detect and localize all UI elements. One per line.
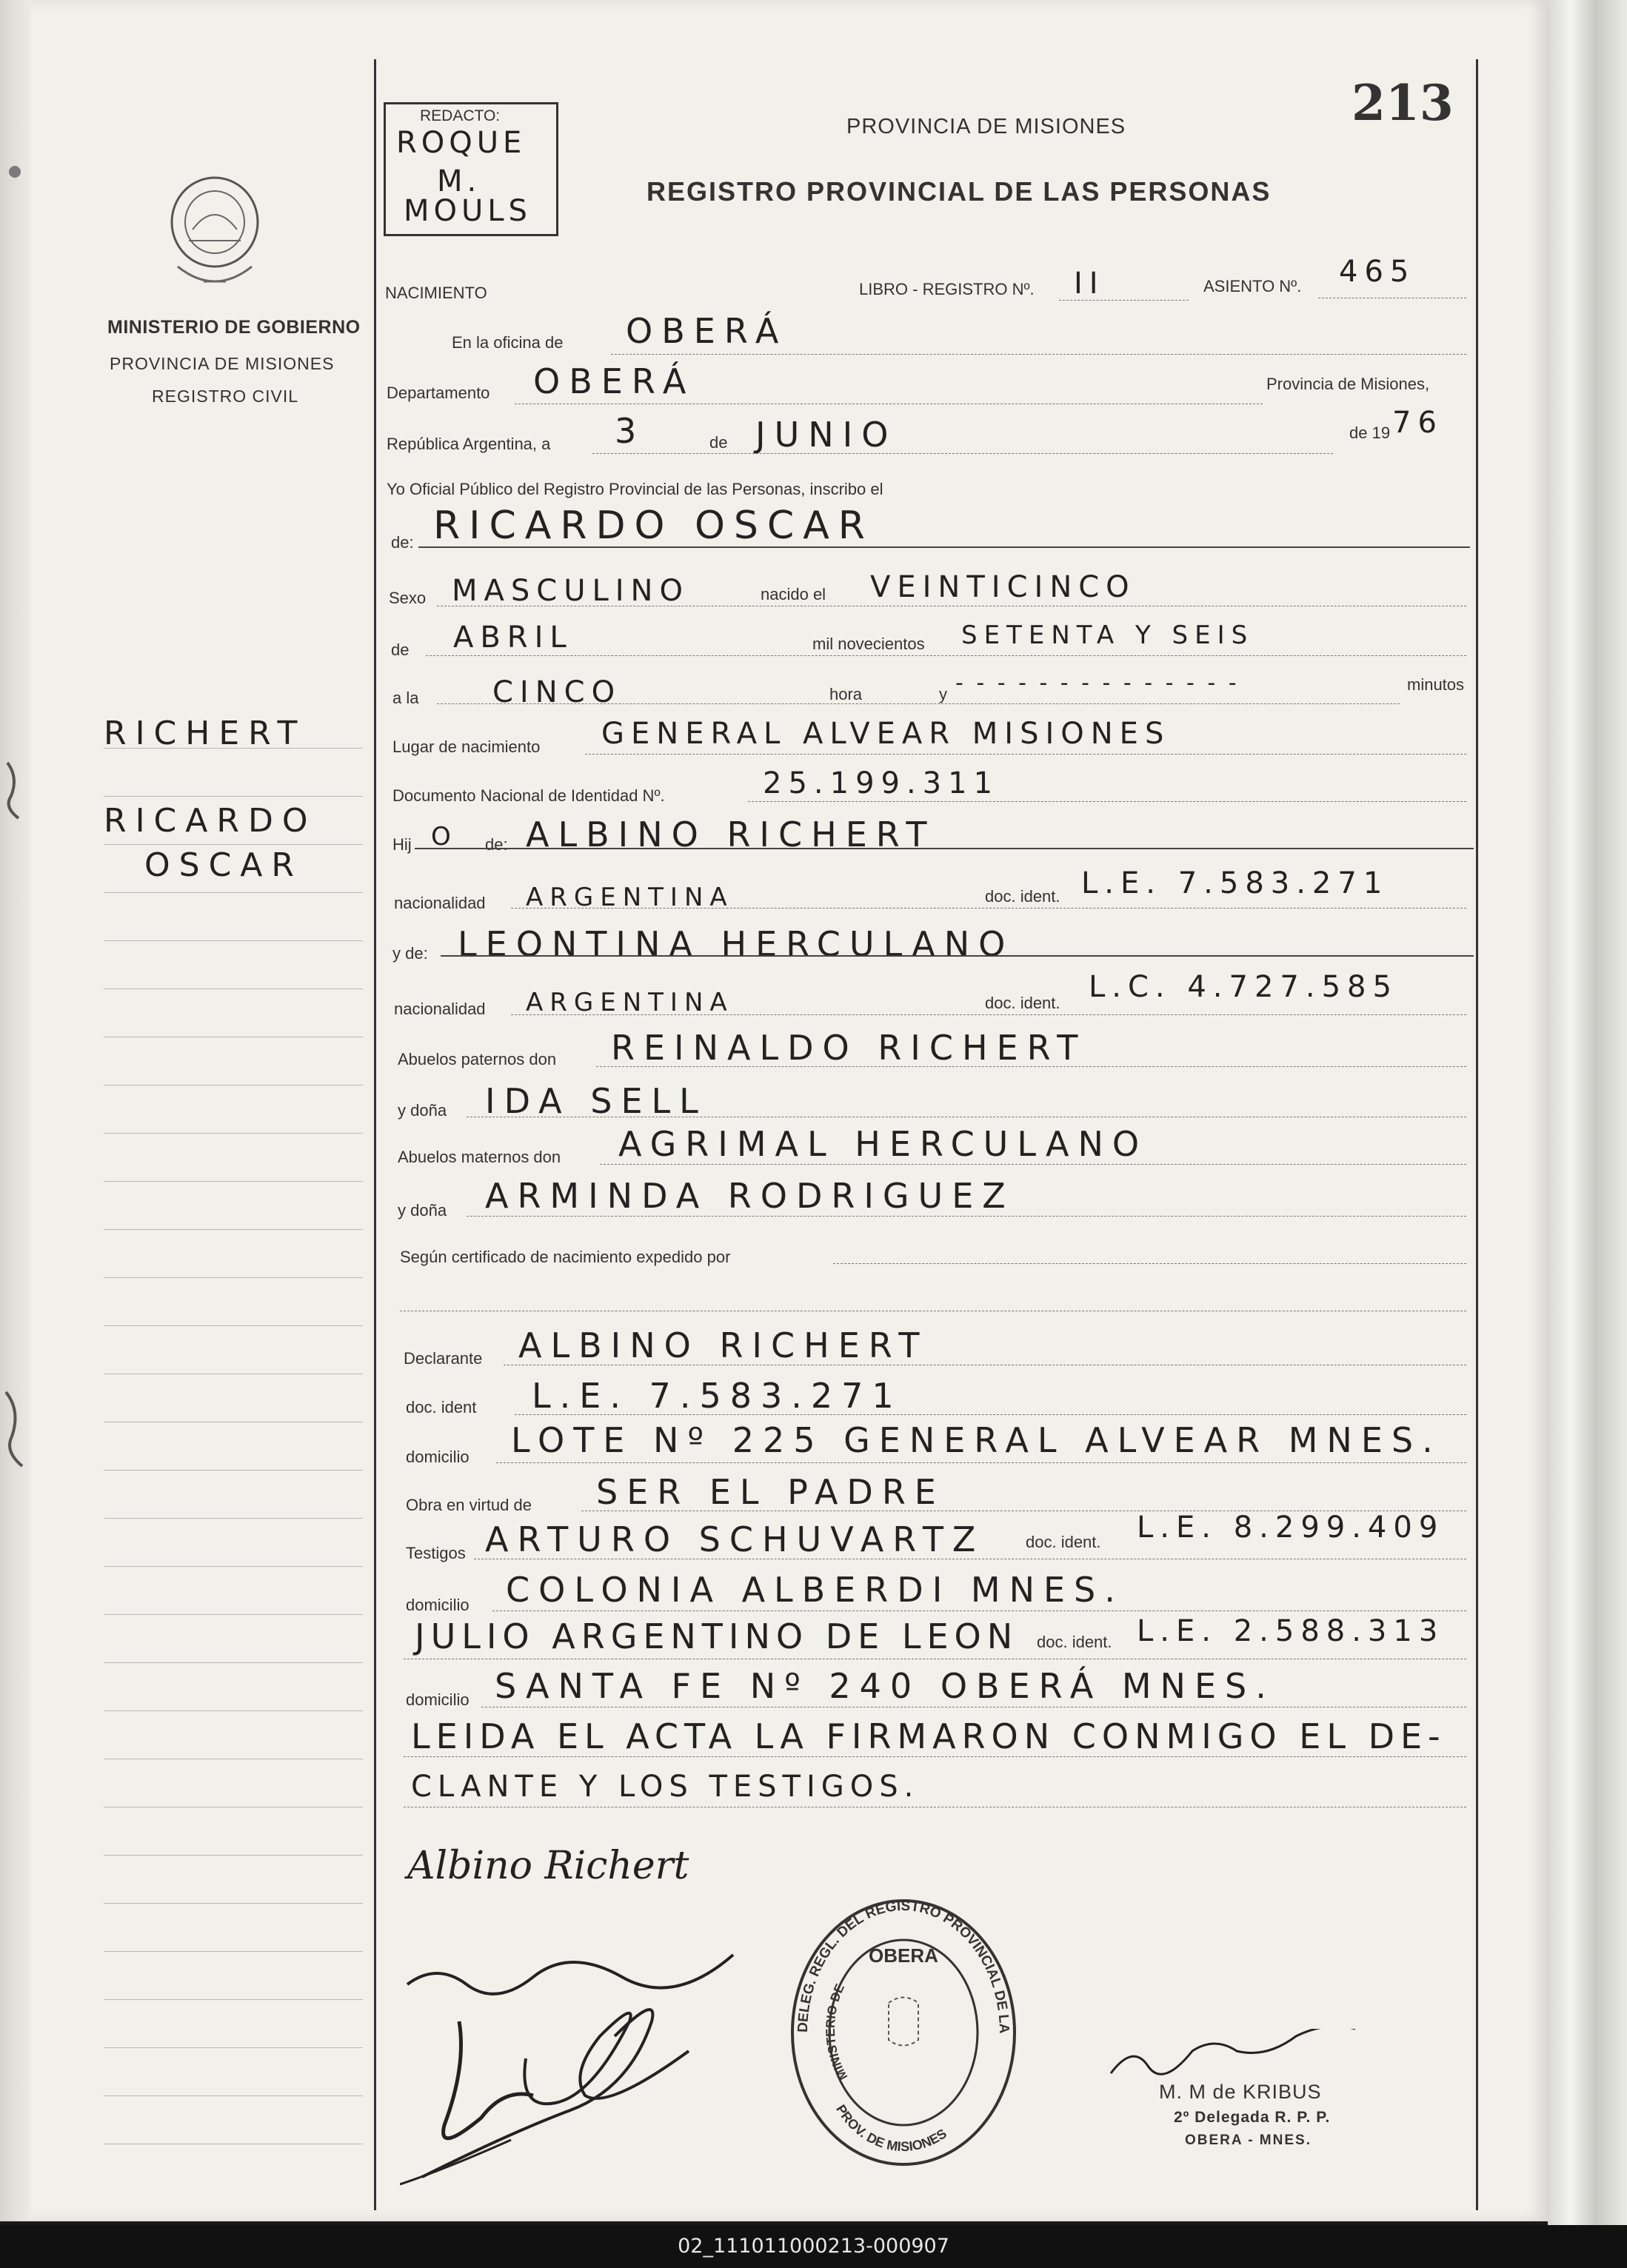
inscribo-label: Yo Oficial Público del Registro Provincial de las Personas, inscribo el (387, 480, 883, 498)
testigo2-dom-label: domicilio (406, 1690, 470, 1709)
de2-label: de (391, 640, 410, 659)
left-ruled-line (104, 1855, 363, 1856)
left-ruled-line (104, 1133, 363, 1134)
declarante-dom-label: domicilio (406, 1448, 470, 1466)
day-value: 3 (615, 411, 646, 451)
left-ruled-line (104, 1470, 363, 1471)
closing-note-line2: CLANTE Y LOS TESTIGOS. (411, 1770, 920, 1804)
abuela-mat-value: ARMINDA RODRIGUEZ (485, 1176, 1015, 1216)
testigo1-dom-rule (492, 1610, 1466, 1611)
child-name: RICARDO OSCAR (433, 504, 874, 548)
lugar-value: GENERAL ALVEAR MISIONES (601, 717, 1171, 751)
abuelo-pat-value: REINALDO RICHERT (611, 1028, 1087, 1068)
name-rule (418, 546, 1470, 548)
mother-rule (441, 955, 1474, 957)
official-stamp (778, 1884, 1029, 2170)
departamento-label: Departamento (387, 384, 490, 402)
closing-note-line1: LEIDA EL ACTA LA FIRMARON CONMIGO EL DE- (411, 1716, 1446, 1756)
record-type: NACIMIENTO (385, 284, 487, 302)
hora-value: CINCO (492, 675, 622, 709)
testigo1-dom-label: domicilio (406, 1596, 470, 1614)
left-ruled-line (104, 1229, 363, 1230)
de-name-label: de: (391, 533, 414, 552)
official-name: M. M de KRIBUS (1159, 2081, 1322, 2103)
testigos-label: Testigos (406, 1544, 466, 1562)
left-ruled-line (104, 1325, 363, 1326)
obra-value: SER EL PADRE (596, 1472, 945, 1512)
lugar-rule (585, 754, 1466, 755)
redacto-line2: M. (437, 164, 481, 198)
left-ruled-line (104, 2047, 363, 2048)
declarante-value: ALBINO RICHERT (518, 1325, 929, 1365)
date-rule (592, 453, 1333, 454)
provincia-label: Provincia de Misiones, (1266, 375, 1430, 393)
nacido-value: VEINTICINCO (870, 570, 1136, 604)
left-ruled-line (104, 940, 363, 941)
left-ruled-line (104, 1277, 363, 1278)
stamp-bottom-text: PROV. DE MISIONES (833, 2101, 950, 2155)
obra-label: Obra en virtud de (406, 1496, 532, 1514)
province-heading: PROVINCIA DE MISIONES (846, 115, 1126, 138)
father-rule (415, 848, 1474, 849)
left-ruled-line (104, 1710, 363, 1711)
declarante-doc-label: doc. ident (406, 1398, 477, 1416)
mother-de-label: y de: (392, 944, 428, 963)
ministry-province: PROVINCIA DE MISIONES (110, 354, 335, 373)
abuelo-pat-rule (596, 1066, 1466, 1067)
left-ruled-line (104, 748, 363, 749)
minutos-value: - - - - - - - - - - - - - - (955, 670, 1240, 696)
lugar-label: Lugar de nacimiento (392, 737, 541, 756)
ministry-title: MINISTERIO DE GOBIERNO (107, 317, 361, 338)
nacido-label: nacido el (761, 585, 826, 603)
mother-nat-label: nacionalidad (394, 1000, 486, 1018)
declarante-doc-rule (515, 1414, 1466, 1415)
binding-holes (0, 0, 44, 2221)
redacto-label: REDACTO: (420, 107, 501, 124)
de-label: de (709, 433, 728, 452)
civil-registry-title: REGISTRO CIVIL (152, 387, 299, 406)
svg-text:PROV. DE MISIONES (833, 2102, 949, 2154)
abuela-pat-value: IDA SELL (485, 1081, 707, 1121)
left-ruled-line (104, 1999, 363, 2000)
left-ruled-line (104, 1518, 363, 1519)
mother-nat-value: ARGENTINA (526, 988, 734, 1017)
declarante-doc-value: L.E. 7.583.271 (532, 1376, 903, 1416)
testigo2-name: JULIO ARGENTINO DE LEON (415, 1616, 1019, 1656)
stamp-inner-text: MINISTERIO DE (823, 1981, 851, 2083)
page-stack-edge (1548, 0, 1627, 2229)
mil-label: mil novecientos (812, 635, 925, 653)
left-ruled-line (104, 2095, 363, 2096)
official-place: OBERA - MNES. (1185, 2132, 1312, 2148)
certificado-label: Según certificado de nacimiento expedido por (400, 1248, 731, 1266)
dni-rule (748, 801, 1466, 802)
mil-rule (426, 655, 1466, 656)
certificado-rule (833, 1263, 1466, 1264)
father-nat-value: ARGENTINA (526, 883, 734, 912)
official-signature-icon (1103, 2029, 1370, 2088)
mother-doc-value: L.C. 4.727.585 (1089, 970, 1398, 1004)
declarante-signature: Albino Richert (407, 1844, 689, 1888)
alas-label: a la (392, 689, 419, 707)
year-label: de 19 (1349, 424, 1391, 442)
dni-label: Documento Nacional de Identidad Nº. (392, 786, 665, 805)
left-ruled-line (104, 892, 363, 893)
libro-rule (1059, 300, 1189, 301)
stamp-top-text: OBERA (869, 1944, 938, 1967)
hijo-suffix: O (431, 822, 458, 852)
testigo2-doc-value: L.E. 2.588.313 (1137, 1614, 1445, 1648)
sexo-label: Sexo (389, 589, 427, 607)
left-ruled-line (104, 1085, 363, 1086)
declarante-dom-rule (496, 1462, 1466, 1463)
minutos-label: minutos (1407, 675, 1465, 694)
libro-value: II (1074, 267, 1105, 301)
left-ruled-line (104, 844, 363, 845)
declarante-dom-value: LOTE Nº 225 GENERAL ALVEAR MNES. (511, 1420, 1442, 1460)
abuelos-mat-label: Abuelos maternos don (398, 1148, 561, 1166)
testigo1-dom-value: COLONIA ALBERDI MNES. (506, 1570, 1124, 1610)
father-nat-label: nacionalidad (394, 894, 486, 912)
declarante-label: Declarante (404, 1349, 483, 1368)
abuelo-mat-value: AGRIMAL HERCULANO (618, 1124, 1149, 1164)
left-ruled-line (104, 1566, 363, 1567)
mother-doc-label: doc. ident. (985, 994, 1060, 1012)
witness-signatures-icon (400, 1940, 785, 2199)
testigo1-doc-label: doc. ident. (1026, 1533, 1101, 1551)
left-ruled-line (104, 1903, 363, 1904)
y-label: y (939, 685, 947, 703)
departamento-value: OBERÁ (533, 361, 695, 401)
abuela-mat-rule (467, 1216, 1466, 1217)
redacto-line3: MOULS (404, 194, 532, 228)
birth-month-value: ABRIL (453, 620, 573, 655)
abuelos-pat-label: Abuelos paternos don (398, 1050, 557, 1068)
redacto-line1: ROQUE (396, 126, 527, 160)
hijo-label: Hij (392, 835, 412, 854)
official-role: 2º Delegada R. P. P. (1174, 2109, 1331, 2126)
margin-given-names-line1: RICARDO (104, 802, 317, 840)
testigo1-doc-value: L.E. 8.299.409 (1137, 1511, 1445, 1545)
note-rule1 (404, 1756, 1466, 1757)
father-doc-value: L.E. 7.583.271 (1081, 866, 1389, 900)
stamp-outer-text: DELEG. REGL. DEL REGISTRO PROVINCIAL DE LA (795, 1898, 1012, 2034)
hijo-de-label: de: (485, 835, 508, 854)
registry-heading: REGISTRO PROVINCIAL DE LAS PERSONAS (647, 176, 1272, 207)
hora-rule (437, 703, 1400, 704)
month-value: JUNIO (755, 415, 898, 455)
left-ruled-line (104, 1614, 363, 1615)
left-ruled-line (104, 1662, 363, 1663)
provincial-seal-icon (159, 170, 270, 300)
testigo2-dom-value: SANTA FE Nº 240 OBERÁ MNES. (495, 1666, 1275, 1706)
republica-label: República Argentina, a (387, 435, 551, 453)
asiento-label: ASIENTO Nº. (1203, 277, 1302, 295)
mother-nat-rule (511, 1014, 1466, 1015)
abuelo-mat-rule (600, 1164, 1466, 1165)
testigo2-doc-label: doc. ident. (1037, 1633, 1112, 1651)
margin-surname: RICHERT (104, 715, 307, 752)
sexo-value: MASCULINO (452, 574, 689, 608)
left-ruled-line (104, 1951, 363, 1952)
image-caption: 02_111011000213-000907 (678, 2235, 949, 2258)
left-ruled-line (104, 1181, 363, 1182)
father-doc-label: doc. ident. (985, 887, 1060, 906)
dni-value: 25.199.311 (763, 766, 1000, 800)
page-number: 213 (1352, 74, 1454, 132)
testigo1-name: ARTURO SCHUVARTZ (485, 1519, 985, 1559)
oficina-label: En la oficina de (452, 333, 564, 352)
mil-value: SETENTA Y SEIS (961, 620, 1255, 650)
left-ruled-line (104, 796, 363, 797)
father-name: ALBINO RICHERT (526, 814, 936, 854)
oficina-value: OBERÁ (626, 311, 788, 351)
abuela-pat-label: y doña (398, 1101, 447, 1120)
margin-given-names-line2: OSCAR (144, 846, 303, 884)
oficina-rule (611, 354, 1466, 355)
year-value: 76 (1392, 406, 1443, 440)
asiento-value: 465 (1339, 255, 1416, 289)
libro-label: LIBRO - REGISTRO Nº. (859, 280, 1035, 298)
father-nat-rule (511, 908, 1466, 909)
horas-label: hora (829, 685, 863, 703)
abuela-mat-label: y doña (398, 1201, 447, 1220)
mother-name: LEONTINA HERCULANO (458, 924, 1015, 964)
